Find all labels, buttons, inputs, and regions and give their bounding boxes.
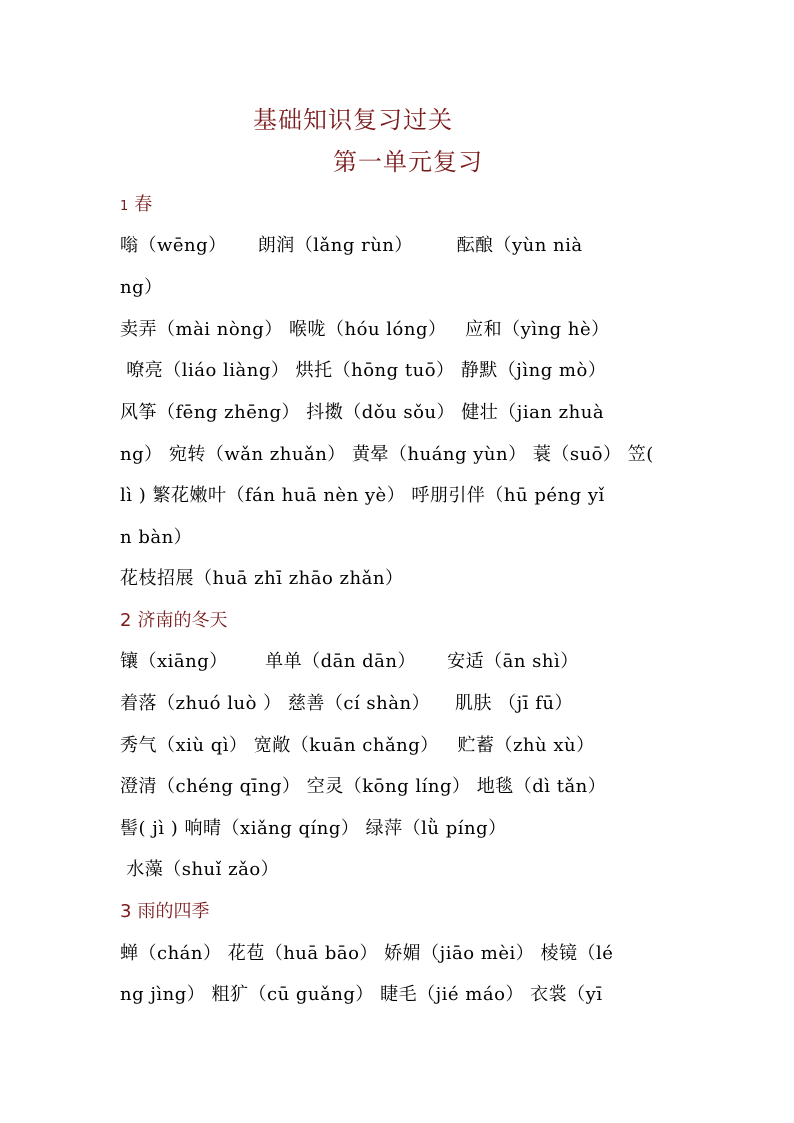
section-heading-1 (120, 190, 152, 216)
section-number: 2 (120, 610, 132, 631)
section-title: 春 (134, 194, 153, 215)
vocab-line: 水藻（shuǐ zǎo） (120, 859, 280, 880)
page-title: 基础知识复习过关 (253, 106, 453, 134)
vocab-line: 花枝招展（huā zhī zhāo zhǎn） (120, 568, 404, 589)
section-title: 雨的四季 (137, 901, 210, 922)
vocab-line: 镶（xiāng） 单单（dān dān） 安适（ān shì） (120, 651, 579, 672)
section-heading-2 (120, 606, 227, 632)
vocab-line: 秀气（xiù qì） 宽敞（kuān chǎng） 贮蓄（zhù xù） (120, 735, 595, 756)
section-number: 1 (120, 199, 129, 214)
vocab-line: ng） (120, 277, 163, 298)
vocab-line: 蝉（chán） 花苞（huā bāo） 娇媚（jiāo mèi） 棱镜（lé (120, 943, 614, 964)
vocab-line: ng jìng） 粗犷（cū guǎng） 睫毛（jié máo） 衣裳（yī (120, 984, 603, 1005)
page-subtitle: 第一单元复习 (333, 148, 483, 176)
vocab-line: 嘹亮（liáo liàng） 烘托（hōng tuō） 静默（jìng mò） (120, 360, 607, 381)
vocab-line: ng） 宛转（wǎn zhuǎn） 黄晕（huáng yùn） 蓑（suō） 笠( (120, 444, 654, 465)
vocab-line: 着落（zhuó luò ） 慈善（cí shàn） 肌肤 （jī fū） (120, 693, 573, 714)
vocab-line: 髻( jì ) 响晴（xiǎng qíng） 绿萍（lǜ píng） (120, 818, 507, 839)
section-number: 3 (120, 901, 132, 922)
vocab-line: 卖弄（mài nòng） 喉咙（hóu lóng） 应和（yìng hè） (120, 319, 610, 340)
section-heading-3 (120, 897, 209, 923)
vocab-line: 风筝（fēng zhēng） 抖擞（dǒu sǒu） 健壮（jian zhuà (120, 402, 605, 423)
vocab-line: 嗡（wēng） 朗润（lǎng rùn） 酝酿（yùn nià (120, 235, 583, 256)
section-title: 济南的冬天 (137, 610, 228, 631)
vocab-line: lì ) 繁花嫩叶（fán huā nèn yè） 呼朋引伴（hū péng yǐ (120, 485, 605, 506)
vocab-line: n bàn） (120, 527, 193, 548)
vocab-line: 澄清（chéng qīng） 空灵（kōng líng） 地毯（dì tǎn） (120, 776, 607, 797)
